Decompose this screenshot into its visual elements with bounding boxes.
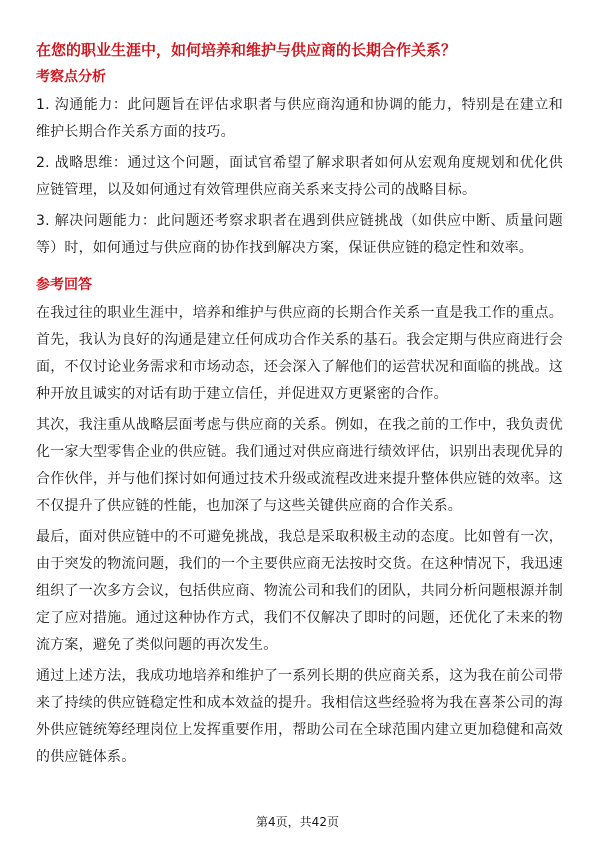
analysis-item: 2. 战略思维：通过这个问题，面试官希望了解求职者如何从宏观角度规划和优化供应链管理，以及如何通过有效管理供应商关系来支持公司的战略目标。 [36,155,563,198]
analysis-item: 1. 沟通能力：此问题旨在评估求职者与供应商沟通和协调的能力，特别是在建立和维护长期合作关系方面的技巧。 [36,97,563,140]
question-heading: 在您的职业生涯中，如何培养和维护与供应商的长期合作关系？ [36,41,457,59]
analysis-item: 3. 解决问题能力：此问题还考察求职者在遇到供应链挑战（如供应中断、质量问题等）时，如何通过与供应商的协作找到解决方案，保证供应链的稳定性和效率。 [36,213,563,256]
page-content [36,38,563,775]
answer-paragraph: 通过上述方法，我成功地培养和维护了一系列长期的供应商关系，这为我在前公司带来了持续的供应链稳定性和成本效益的提升。我相信这些经验将为我在喜茶公司的海外供应链统筹经理岗位上发挥重要作用，帮助公司在全球范围内建立更加稳健和高效的供应链体系。 [36,668,563,765]
page-number: 第4页，共42页 [256,815,339,829]
answer-paragraph: 最后，面对供应链中的不可避免挑战，我总是采取积极主动的态度。比如曾有一次，由于突发的物流问题，我们的一个主要供应商无法按时交货。在这种情况下，我迅速组织了一次多方会议，包括供应商、物流公司和我们的团队，共同分析问题根源并制定了应对措施。通过这种协作方式，我们不仅解决了即时的问题，还优化了未来的物流方案，避免了类似问题的再次发生。 [36,529,563,653]
analysis-title: 考察点分析 [36,69,106,85]
answer-paragraph: 在我过往的职业生涯中，培养和维护与供应商的长期合作关系一直是我工作的重点。首先，我认为良好的沟通是建立任何成功合作关系的基石。我会定期与供应商进行会面，不仅讨论业务需求和市场动态，还会深入了解他们的运营状况和面临的挑战。这种开放且诚实的对话有助于建立信任，并促进双方更紧密的合作。 [36,305,563,402]
answer-title: 参考回答 [36,277,92,293]
section-spacer [36,266,563,274]
answer-paragraph: 其次，我注重从战略层面考虑与供应商的关系。例如，在我之前的工作中，我负责优化一家大型零售企业的供应链。我们通过对供应商进行绩效评估，识别出表现优异的合作伙伴，并与他们探讨如何通过技术升级或流程改进来提升整体供应链的效率。这不仅提升了供应链的性能，也加深了与这些关键供应商的合作关系。 [36,417,563,514]
